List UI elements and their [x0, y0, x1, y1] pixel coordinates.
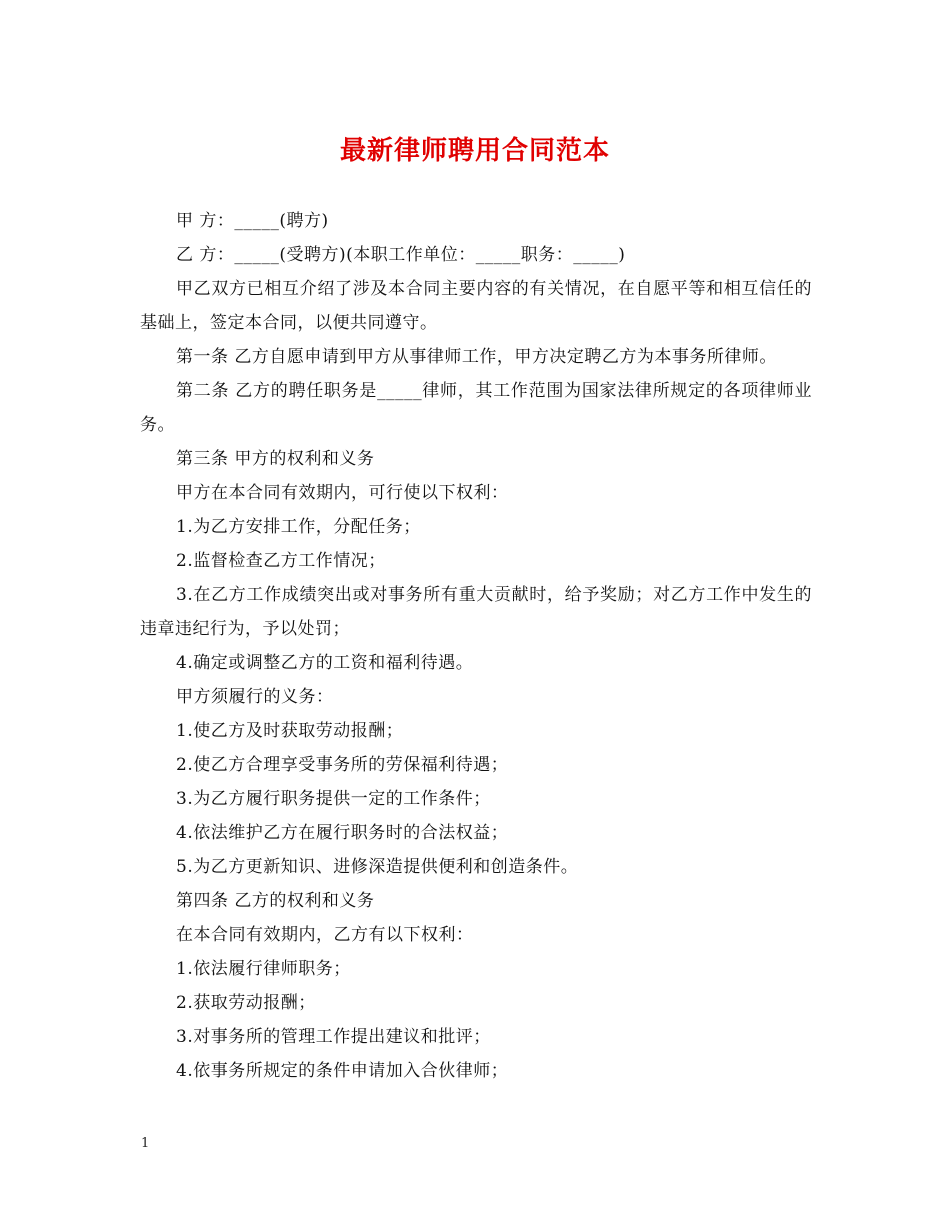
article-2: 第二条 乙方的聘任职务是_____律师，其工作范围为国家法律所规定的各项律师业务。 [140, 381, 812, 435]
list-item: 2.获取劳动报酬； [176, 993, 316, 1013]
article-3-heading: 第三条 甲方的权利和义务 [176, 449, 375, 469]
list-item: 3.在乙方工作成绩突出或对事务所有重大贡献时，给予奖励；对乙方工作中发生的违章违纪行为，予以处罚； [140, 585, 812, 639]
page-number: 1 [141, 1136, 150, 1151]
list-item: 2.使乙方合理享受事务所的劳保福利待遇； [176, 755, 509, 775]
list-item: 2.监督检查乙方工作情况； [176, 551, 386, 571]
document-title: 最新律师聘用合同范本 [339, 136, 610, 166]
intro-paragraph: 甲乙双方已相互介绍了涉及本合同主要内容的有关情况，在自愿平等和相互信任的基础上，签定本合同，以便共同遵守。 [140, 279, 812, 333]
list-item: 1.使乙方及时获取劳动报酬； [176, 721, 404, 741]
party-b-rights-heading: 在本合同有效期内，乙方有以下权利： [176, 925, 474, 945]
list-item: 1.为乙方安排工作，分配任务； [176, 517, 421, 537]
list-item: 4.依事务所规定的条件申请加入合伙律师； [176, 1061, 509, 1081]
party-a-line: 甲 方：_____(聘方) [176, 211, 329, 231]
document-body [140, 204, 812, 1088]
list-item: 5.为乙方更新知识、进修深造提供便利和创造条件。 [176, 857, 579, 877]
list-item: 3.为乙方履行职务提供一定的工作条件； [176, 789, 491, 809]
party-a-rights-heading: 甲方在本合同有效期内，可行使以下权利： [176, 483, 509, 503]
article-4-heading: 第四条 乙方的权利和义务 [176, 891, 375, 911]
article-1: 第一条 乙方自愿申请到甲方从事律师工作，甲方决定聘乙方为本事务所律师。 [176, 347, 777, 367]
party-b-line: 乙 方：_____(受聘方)(本职工作单位：_____职务：_____) [176, 245, 626, 265]
party-a-duties-heading: 甲方须履行的义务： [176, 687, 334, 707]
list-item: 4.依法维护乙方在履行职务时的合法权益； [176, 823, 509, 843]
list-item: 1.依法履行律师职务； [176, 959, 351, 979]
list-item: 3.对事务所的管理工作提出建议和批评； [176, 1027, 491, 1047]
list-item: 4.确定或调整乙方的工资和福利待遇。 [176, 653, 474, 673]
